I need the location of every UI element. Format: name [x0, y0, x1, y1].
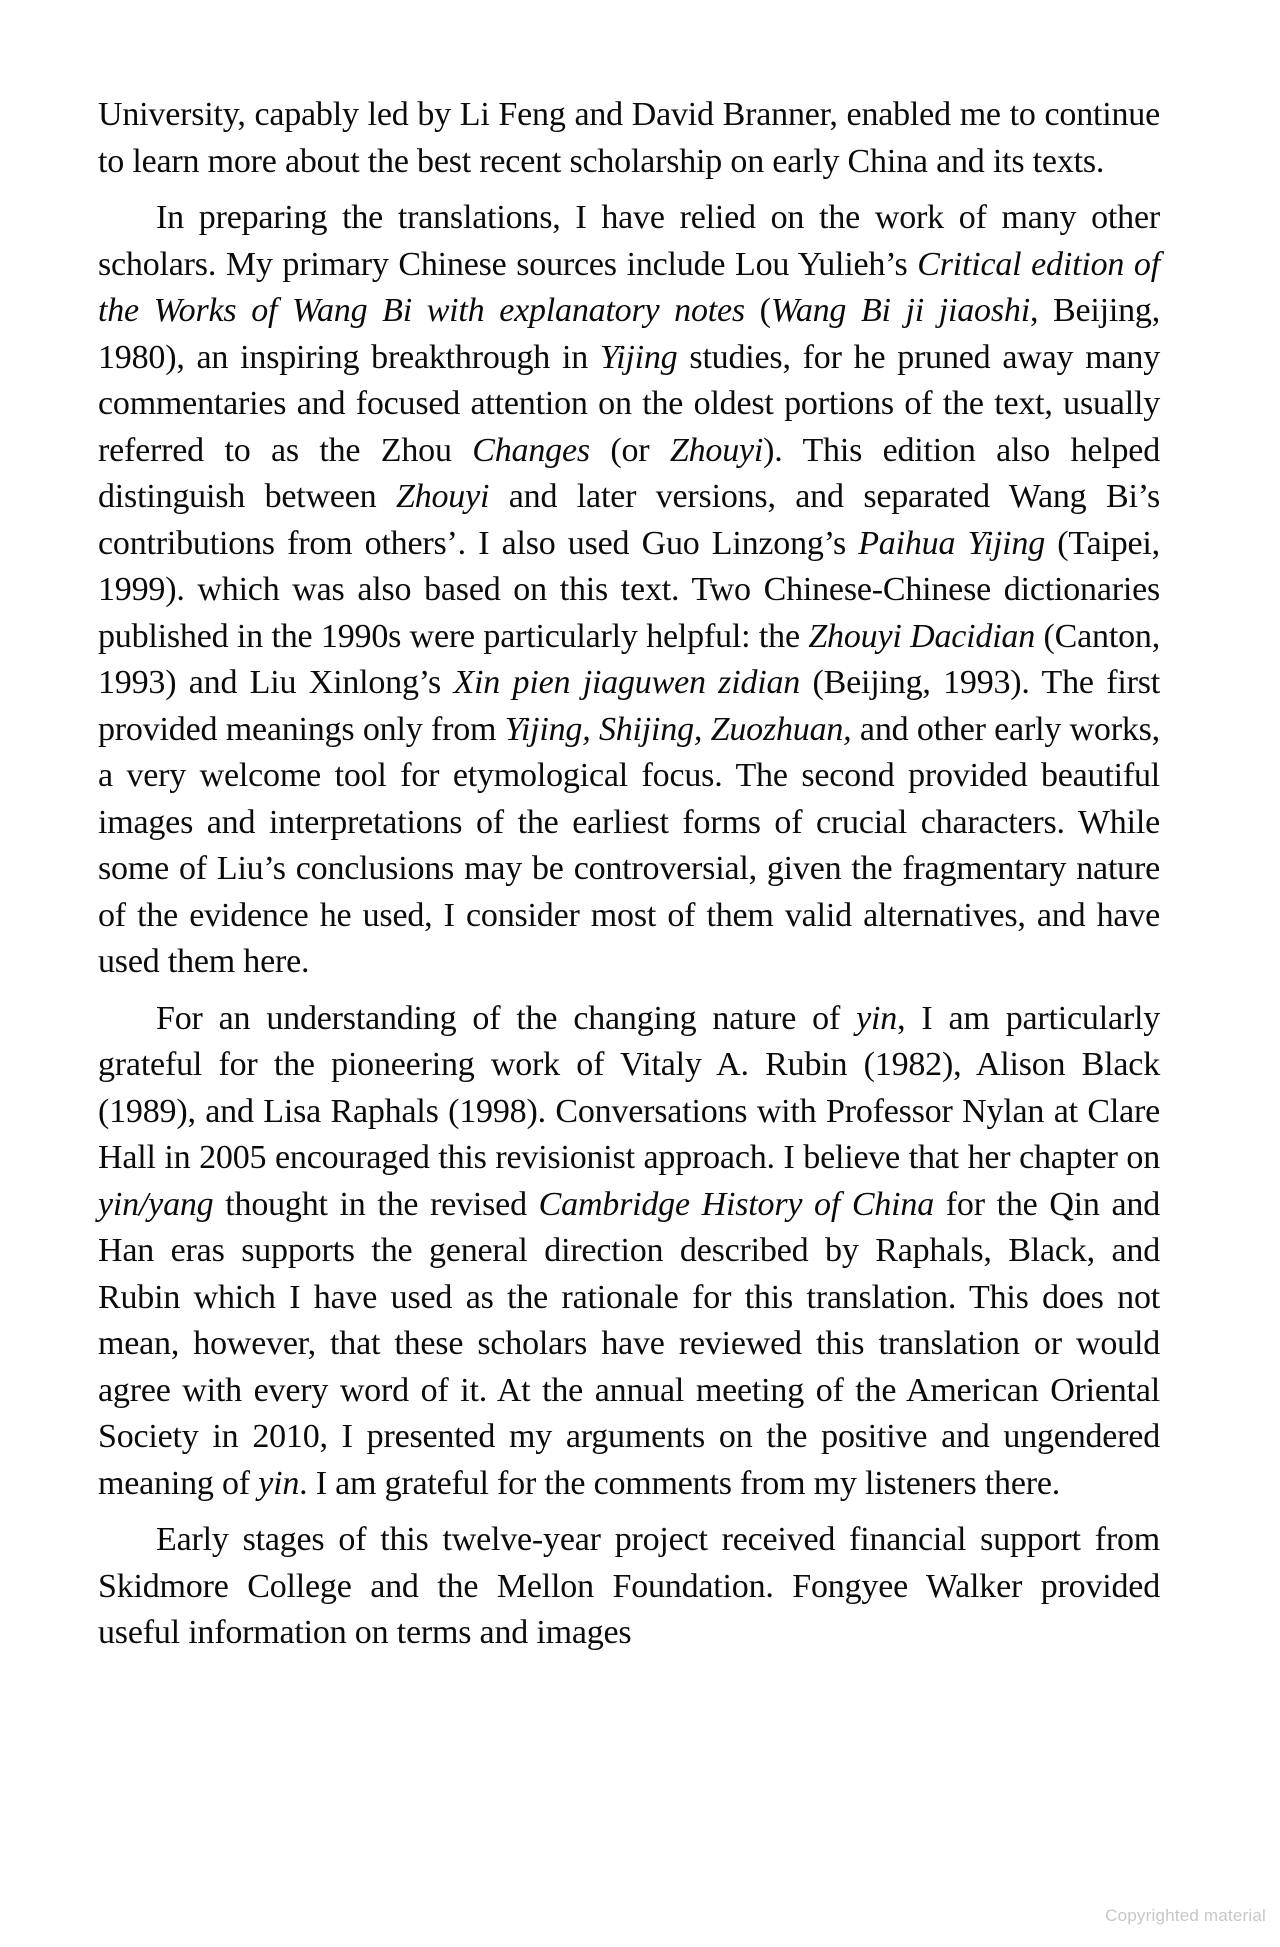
italic-text-run: Zhouyi [396, 478, 490, 515]
text-run: . I am grateful for the comments from my listeners there. [299, 1464, 1061, 1502]
italic-text-run: Zhouyi Dacidian [808, 617, 1036, 655]
paragraph [98, 1517, 1160, 1657]
paragraph [98, 195, 1160, 986]
text-run: ( [744, 292, 771, 329]
text-run: for the Qin and Han eras supports the general direction described by Raphals, Black, and Rubin which I have used as the rationale for this translation. This does not mean, however, that these scholars have reviewed this translation or would agree with every word of it. At the annual meeting of the American Oriental Society in 2010, I presented my arguments on the positive and ungendered meaning of [98, 1185, 1161, 1502]
text-run: (or [589, 431, 670, 469]
paragraph [98, 92, 1160, 185]
text-run: ). This edition also helped distinguish between [98, 431, 1160, 515]
text-run: , I am particularly grateful for the pioneering work of Vitaly A. Rubin (1982), Alison Black (1989), and Lisa Raphals (1998). Conversations with Professor Nylan at Clare Hall in 2005 encouraged this revisionist approach. I believe that her chapter on [98, 999, 1161, 1176]
text-run: , Beijing, 1980), an inspiring breakthrough in [98, 292, 1160, 376]
italic-text-run: yin [258, 1464, 300, 1502]
italic-text-run: yin [856, 999, 898, 1037]
italic-text-run: yin/yang [98, 1185, 214, 1223]
text-run: Early stages of this twelve-year project received financial support from Skidmore College and the Mellon Foundation. Fongyee Walker provided useful information on terms and images [98, 1521, 1160, 1651]
text-run: For an understanding of the changing nature of [156, 999, 857, 1037]
text-run: In preparing the translations, I have relied on the work of many other scholars. My primary Chinese sources include Lou Yulieh’s [98, 199, 1160, 283]
text-run: and later versions, and separated Wang Bi’s contributions from others’. I also used Guo Linzong’s [98, 478, 1160, 562]
text-run: thought in the revised [213, 1185, 539, 1223]
italic-text-run: Zhouyi [669, 431, 764, 469]
text-run: University, capably led by Li Feng and David Branner, enabled me to continue to learn more about the best recent scholarship on early China and its texts. [98, 96, 1160, 180]
body-text [98, 92, 1160, 1657]
italic-text-run: Changes [472, 431, 590, 469]
italic-text-run: Yijing, Shijing, Zuozhuan, [504, 710, 852, 748]
text-run: studies, for he pruned away many commentaries and focused attention on the oldest portions of the text, usually referred to as the Zhou [98, 338, 1160, 469]
italic-text-run: Cambridge History of China [538, 1185, 934, 1223]
italic-text-run: Paihua Yijing [858, 524, 1046, 562]
italic-text-run: Xin pien jiaguwen zidian [453, 664, 801, 701]
copyright-notice: Copyrighted material [1105, 1906, 1266, 1925]
text-run: (Canton, 1993) and Liu Xinlong’s [98, 617, 1160, 701]
italic-text-run: Critical edition of the Works of Wang Bi with explanatory notes [98, 245, 1160, 329]
italic-text-run: Wang Bi ji jiaoshi [770, 292, 1030, 329]
text-run: (Taipei, 1999). which was also based on this text. Two Chinese-Chinese dictionaries published in the 1990s were particularly helpful: the [98, 524, 1160, 655]
text-run: and other early works, a very welcome tool for etymological focus. The second provided beautiful images and interpretations of the earliest forms of crucial characters. While some of Liu’s conclusions may be controversial, given the fragmentary nature of the evidence he used, I consider most of them valid alternatives, and have used them here. [98, 710, 1160, 980]
italic-text-run: Yijing [599, 338, 678, 376]
text-run: (Beijing, 1993). The first provided meanings only from [98, 664, 1160, 748]
paragraph [98, 996, 1160, 1508]
